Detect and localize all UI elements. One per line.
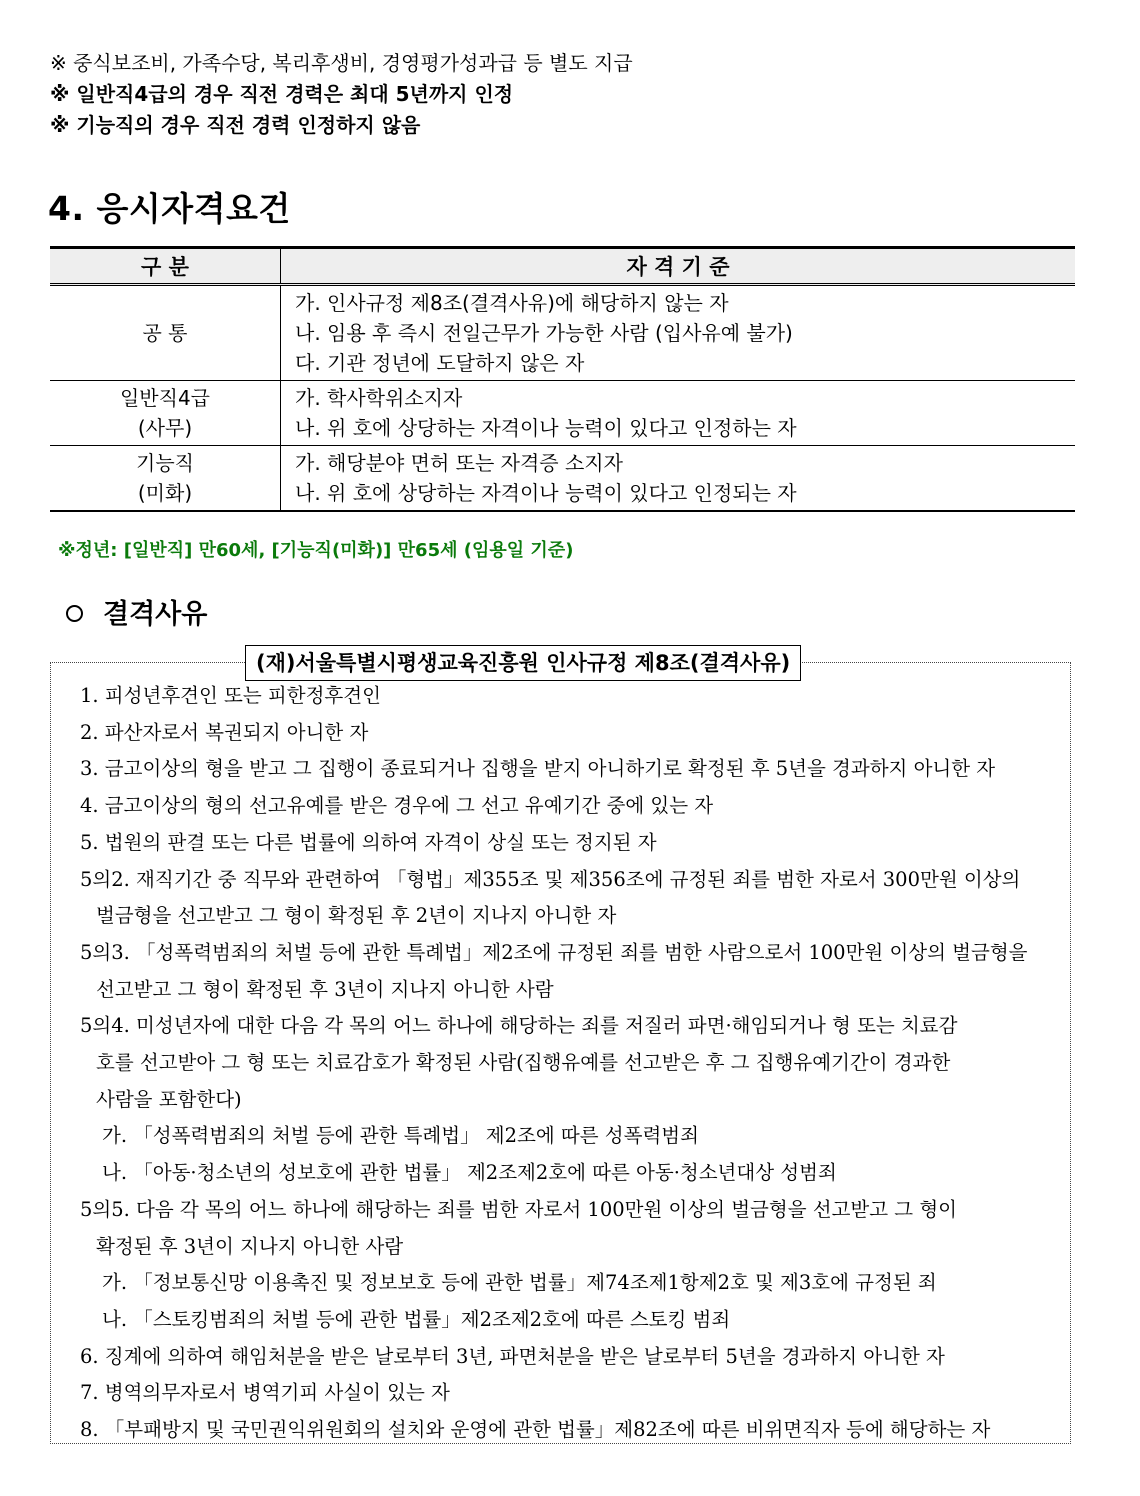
disqualification-box-title: (재)서울특별시평생교육진흥원 인사규정 제8조(결격사유) [245, 645, 801, 681]
note-career-general: ※ 일반직4급의 경우 직전 경력은 최대 5년까지 인정 [50, 82, 514, 106]
list-item-continuation: 확정된 후 3년이 지나지 아니한 사람 [96, 1234, 404, 1258]
criteria-general [281, 381, 1076, 446]
table-row [50, 381, 1075, 446]
list-item: 8. 「부패방지 및 국민권익위원회의 설치와 운영에 관한 법률」제82조에 따른 비위면직자 등에 해당하는 자 [80, 1418, 991, 1442]
list-item: 5. 법원의 판결 또는 다른 법률에 의하여 자격이 상실 또는 정지된 자 [80, 830, 657, 854]
qualification-table [50, 246, 1075, 512]
list-sub-item: 가. 「정보통신망 이용촉진 및 정보보호 등에 관한 법률」제74조제1항제2호 및 제3호에 규정된 죄 [102, 1271, 937, 1295]
list-item: 1. 피성년후견인 또는 피한정후견인 [80, 684, 381, 707]
category-label: 기능직 [136, 451, 194, 475]
list-item: 5의5. 다음 각 목의 어느 하나에 해당하는 죄를 범한 자로서 100만원 이상의 벌금형을 선고받고 그 형이 [80, 1197, 958, 1221]
list-sub-item: 나. 「아동·청소년의 성보호에 관한 법률」 제2조제2호에 따른 아동·청소년대상 성범죄 [102, 1161, 837, 1185]
criteria-item: 나. 임용 후 즉시 전일근무가 가능한 사람 (입사유예 불가) [295, 321, 793, 345]
list-item: 5의4. 미성년자에 대한 다음 각 목의 어느 하나에 해당하는 죄를 저질러 파면·해임되거나 형 또는 치료감 [80, 1014, 958, 1038]
list-item: 6. 징계에 의하여 해임처분을 받은 날로부터 3년, 파면처분을 받은 날로부터 5년을 경과하지 아니한 자 [80, 1344, 945, 1368]
circle-bullet-icon [66, 605, 83, 622]
category-sub-label: (미화) [137, 481, 193, 505]
criteria-item: 가. 학사학위소지자 [295, 386, 463, 410]
list-item: 7. 병역의무자로서 병역기피 사실이 있는 자 [80, 1381, 450, 1405]
list-item: 5의3. 「성폭력범죄의 처벌 등에 관한 특례법」제2조에 규정된 죄를 범한 사람으로서 100만원 이상의 벌금형을 [80, 940, 1028, 964]
category-sub-label: (사무) [137, 416, 193, 440]
list-item: 5의2. 재직기간 중 직무와 관련하여 「형법」제355조 및 제356조에 규정된 죄를 범한 자로서 300만원 이상의 [80, 867, 1021, 891]
list-item-continuation: 벌금형을 선고받고 그 형이 확정된 후 2년이 지나지 아니한 자 [96, 904, 617, 928]
notes [50, 48, 633, 141]
category-label: 공 통 [142, 321, 188, 345]
category-common [50, 285, 281, 381]
category-technical [50, 446, 281, 512]
note-allowance: ※ 중식보조비, 가족수당, 복리후생비, 경영평가성과급 등 별도 지급 [50, 51, 633, 75]
criteria-item: 가. 해당분야 면허 또는 자격증 소지자 [295, 451, 623, 475]
criteria-item: 나. 위 호에 상당하는 자격이나 능력이 있다고 인정되는 자 [295, 481, 797, 505]
disqualification-heading [66, 592, 207, 631]
criteria-item: 나. 위 호에 상당하는 자격이나 능력이 있다고 인정하는 자 [295, 416, 797, 440]
list-item-continuation: 호를 선고받아 그 형 또는 치료감호가 확정된 사람(집행유예를 선고받은 후 그 집행유예기간이 경과한 [96, 1051, 951, 1075]
table-row [50, 446, 1075, 512]
category-label: 일반직4급 [119, 386, 210, 410]
header-criteria: 자 격 기 준 [281, 248, 1076, 285]
disqualification-heading-label: 결격사유 [103, 599, 208, 630]
retirement-note: ※정년: [일반직] 만60세, [기능직(미화)] 만65세 (임용일 기준) [58, 540, 574, 561]
section-title: 4. 응시자격요건 [48, 189, 291, 228]
criteria-technical [281, 446, 1076, 512]
header-category: 구 분 [50, 248, 281, 285]
list-item: 4. 금고이상의 형의 선고유예를 받은 경우에 그 선고 유예기간 중에 있는 자 [80, 794, 714, 818]
list-item-continuation: 사람을 포함한다) [96, 1087, 242, 1111]
disqualification-list [80, 678, 1070, 1449]
criteria-item: 가. 인사규정 제8조(결격사유)에 해당하지 않는 자 [295, 291, 729, 315]
note-career-technical: ※ 기능직의 경우 직전 경력 인정하지 않음 [50, 113, 421, 137]
list-item: 2. 파산자로서 복권되지 아니한 자 [80, 720, 369, 744]
list-item-continuation: 선고받고 그 형이 확정된 후 3년이 지나지 아니한 사람 [96, 977, 554, 1001]
criteria-common [281, 285, 1076, 381]
list-item: 3. 금고이상의 형을 받고 그 집행이 종료되거나 집행을 받지 아니하기로 확정된 후 5년을 경과하지 아니한 자 [80, 757, 996, 781]
list-sub-item: 가. 「성폭력범죄의 처벌 등에 관한 특례법」 제2조에 따른 성폭력범죄 [102, 1124, 699, 1148]
category-general [50, 381, 281, 446]
criteria-item: 다. 기관 정년에 도달하지 않은 자 [295, 351, 585, 375]
table-header-row [50, 248, 1075, 285]
table-row [50, 285, 1075, 381]
list-sub-item: 나. 「스토킹범죄의 처벌 등에 관한 법률」제2조제2호에 따른 스토킹 범죄 [102, 1307, 731, 1331]
